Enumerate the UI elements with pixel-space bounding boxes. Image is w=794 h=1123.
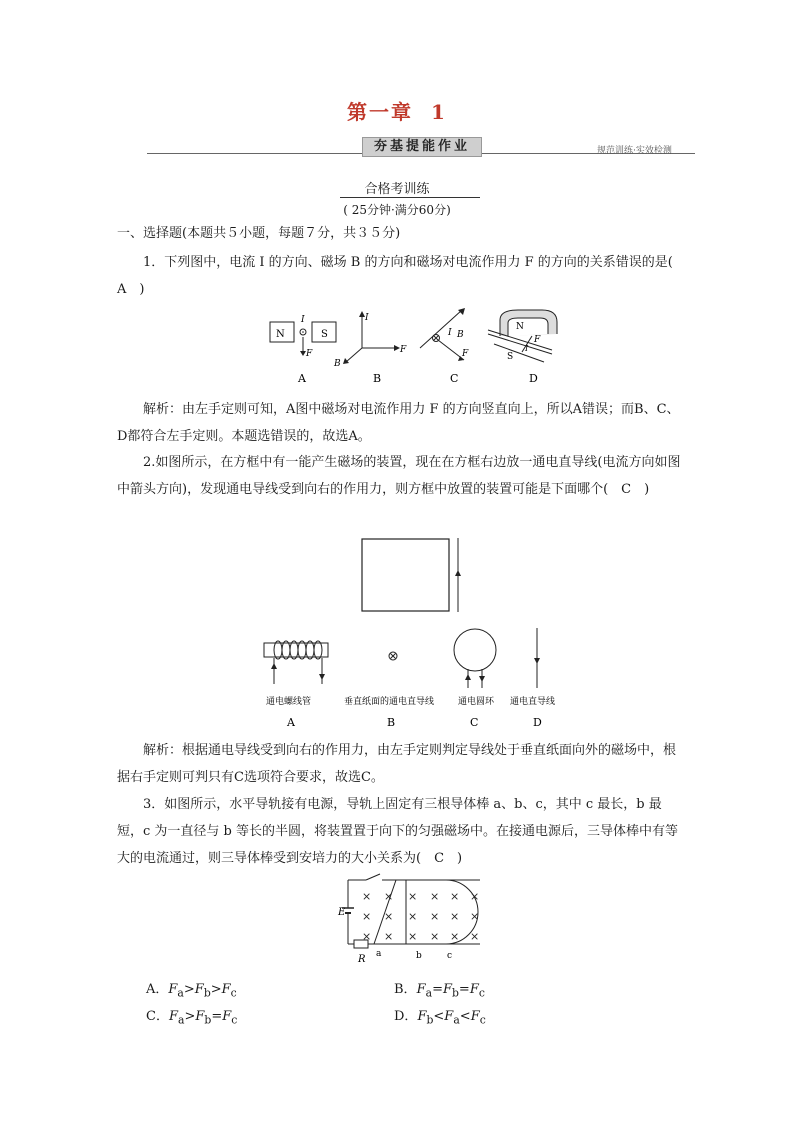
label-c-rod: c	[447, 951, 453, 961]
q3-stem: 3．如图所示，水平导轨接有电源，导轨上固定有三根导体棒 a、b、c，其中 c 最长，b 最短，c 为一直径与 b 等长的半圆，将装置置于向下的匀强磁场中。在接通电源后，三导体棒中有等大的电流通过，则三导体棒受到安培力的大小关系为( C )	[117, 797, 679, 866]
svg-text:×: ×	[362, 930, 372, 943]
tagline: 规范训练·实效检测	[597, 146, 672, 156]
svg-text:N: N	[516, 322, 524, 332]
q3-option-b[interactable]: B．$F_a=F_b=F_c$	[394, 982, 485, 1000]
section-rule	[340, 197, 480, 198]
q3-figure	[336, 872, 486, 964]
rod-bottom	[494, 344, 544, 362]
label-s: S	[321, 329, 328, 340]
label-n: N	[276, 329, 285, 340]
q2-stem: 2.如图所示，在方框中有一能产生磁场的装置，现在在方框右边放一通电直导线(电流方向如图中箭头方向)，发现通电导线受到向右的作用力，则方框中放置的装置可能是下面哪个( C )	[117, 455, 681, 497]
device-box	[362, 539, 449, 611]
q3-option-a[interactable]: A．$F_a>F_b>F_c$	[146, 982, 237, 1000]
label-a-rod: a	[376, 949, 382, 959]
label-a: A	[298, 372, 306, 385]
svg-text:×: ×	[408, 910, 418, 923]
label-ring: 通电圆环	[458, 697, 495, 707]
svg-text:×: ×	[450, 890, 460, 903]
current-arrow-icon	[455, 570, 461, 576]
part-heading: 一、选择题(本题共５小题，每题７分，共３５分)	[117, 226, 401, 241]
section-title: 合格考训练	[364, 182, 430, 197]
label-c: C	[450, 372, 459, 385]
switch	[366, 874, 380, 880]
label-b: B	[373, 372, 382, 385]
label-b-rod: b	[416, 951, 422, 961]
q1-analysis: 解析：由左手定则可知，A图中磁场对电流作用力 F 的方向竖直向上，所以A错误；而B、C、D都符合左手定则。本题选错误的，故选A。	[117, 402, 680, 444]
q3-option-d[interactable]: D．$F_b<F_a<F_c$	[394, 1009, 486, 1027]
label-solenoid: 通电螺线管	[266, 697, 312, 707]
svg-text:×: ×	[430, 910, 440, 923]
svg-text:I: I	[525, 344, 529, 353]
svg-text:×: ×	[430, 890, 440, 903]
label-r: R	[358, 954, 366, 964]
svg-text:F: F	[462, 349, 469, 359]
svg-text:×: ×	[362, 890, 372, 903]
q1-stem: 1．下列图中，电流 I 的方向、磁场 B 的方向和磁场对电流作用力 F 的方向的关系错误的是( A )	[117, 255, 686, 297]
svg-text:D: D	[533, 716, 542, 729]
label-f-a: F	[306, 349, 313, 359]
q2-analysis: 解析：根据通电导线受到向右的作用力，由左手定则判定导线处于垂直纸面向外的磁场中，根据右手定则可判只有C选项符合要求，故选C。	[117, 743, 677, 785]
svg-text:×: ×	[384, 890, 394, 903]
label-e: E	[338, 907, 346, 918]
svg-text:×: ×	[430, 930, 440, 943]
section-subtitle: ( 25分钟·满分60分)	[343, 203, 451, 217]
banner: 夯基提能作业	[362, 137, 482, 157]
q3-option-c[interactable]: C．$F_a>F_b=F_c$	[146, 1009, 238, 1027]
chapter-label: 第一章	[347, 100, 414, 124]
label-i-a: I	[301, 315, 305, 325]
label-wire-perp: 垂直纸面的通电直导线	[344, 697, 435, 707]
q2-box-figure	[358, 536, 468, 614]
svg-text:I: I	[365, 313, 369, 323]
svg-text:C: C	[470, 716, 479, 729]
svg-text:×: ×	[470, 910, 480, 923]
svg-text:×: ×	[408, 930, 418, 943]
svg-text:×: ×	[470, 930, 480, 943]
field-crosses	[362, 890, 479, 943]
svg-text:A: A	[287, 716, 295, 729]
svg-text:B: B	[457, 330, 464, 340]
svg-text:S: S	[507, 352, 514, 362]
current-ring	[454, 629, 496, 671]
svg-text:B: B	[334, 359, 341, 369]
svg-text:×: ×	[470, 890, 480, 903]
svg-text:×: ×	[384, 930, 394, 943]
svg-text:×: ×	[384, 910, 394, 923]
svg-text:F: F	[534, 335, 541, 345]
axis-b	[346, 348, 362, 362]
label-wire: 通电直导线	[510, 697, 556, 707]
svg-text:×: ×	[450, 910, 460, 923]
svg-text:I: I	[448, 328, 452, 338]
svg-text:×: ×	[408, 890, 418, 903]
q1-figure	[262, 306, 562, 388]
svg-text:F: F	[400, 345, 407, 355]
svg-text:×: ×	[450, 930, 460, 943]
chapter-title	[0, 96, 794, 125]
chapter-number: 1	[431, 100, 447, 124]
svg-text:×: ×	[362, 910, 372, 923]
q2-options-figure	[258, 624, 568, 734]
svg-text:B: B	[387, 716, 396, 729]
label-d: D	[529, 372, 538, 385]
